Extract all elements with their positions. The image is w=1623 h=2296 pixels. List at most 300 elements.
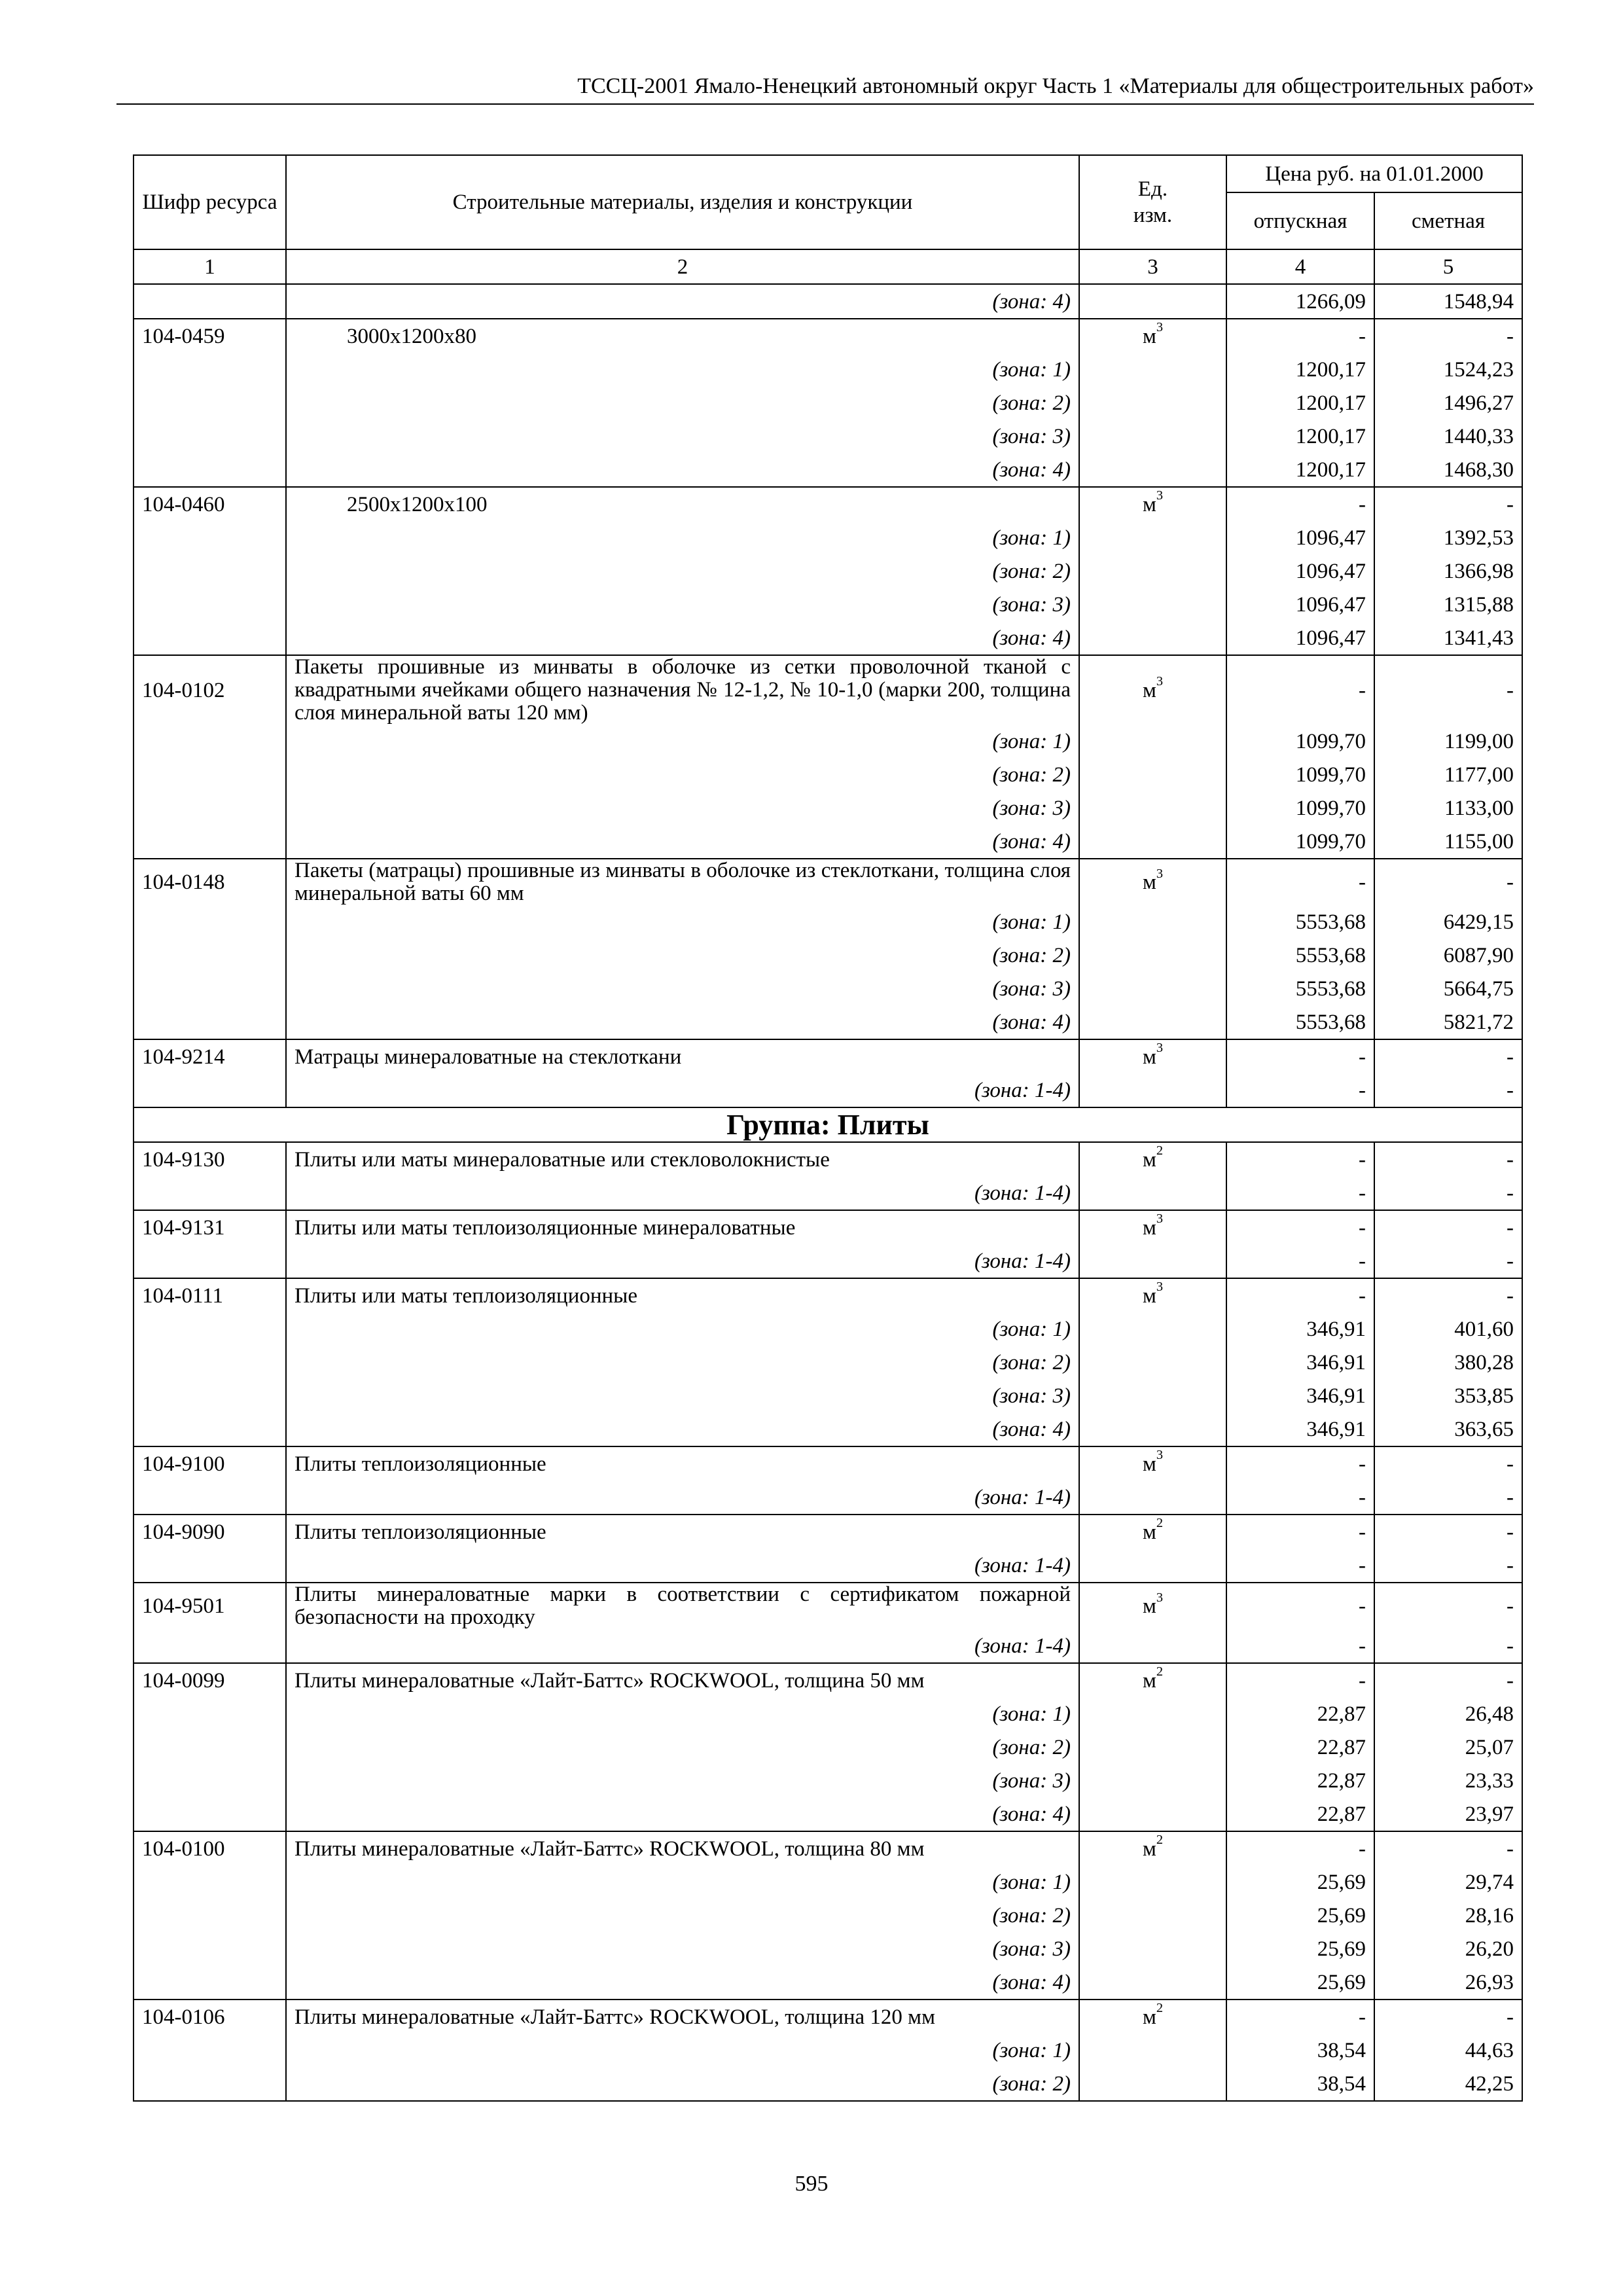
group-title: Группа: Плиты: [134, 1107, 1522, 1142]
zone-row: [134, 905, 1522, 939]
unit-cell: [1079, 1005, 1226, 1039]
estimate-price: 1468,30: [1374, 453, 1522, 487]
resource-code: [134, 284, 286, 319]
resource-code: [134, 1176, 286, 1210]
release-price: -: [1226, 1629, 1374, 1663]
release-price: -: [1226, 1073, 1374, 1107]
zone-label: (зона: 1): [286, 1865, 1079, 1899]
resource-code: [134, 1629, 286, 1663]
column-number: 5: [1374, 249, 1522, 284]
unit-cell: [1079, 1899, 1226, 1932]
zone-label: (зона: 3): [286, 420, 1079, 453]
unit-value: $м^3$: [1142, 320, 1164, 348]
column-number: 3: [1079, 249, 1226, 284]
unit-cell: [1079, 1210, 1226, 1244]
material-name: Плиты или маты теплоизоляционные минераловатные: [286, 1210, 1079, 1244]
estimate-price: 353,85: [1374, 1379, 1522, 1412]
release-price: -: [1226, 1663, 1374, 1697]
page-number: 595: [794, 2172, 829, 2196]
item-row: [134, 1142, 1522, 1176]
resource-code: [134, 353, 286, 386]
item-row: [134, 859, 1522, 905]
release-price: 38,54: [1226, 2034, 1374, 2067]
release-price: -: [1226, 487, 1374, 521]
zone-row: [134, 386, 1522, 420]
item-row: [134, 1831, 1522, 1865]
zone-label: (зона: 3): [286, 1764, 1079, 1797]
zone-row: [134, 1965, 1522, 2000]
resource-code: [134, 554, 286, 588]
release-price: -: [1226, 859, 1374, 905]
zone-label: (зона: 3): [286, 1379, 1079, 1412]
release-price: 22,87: [1226, 1731, 1374, 1764]
estimate-price: 1366,98: [1374, 554, 1522, 588]
release-price: 5553,68: [1226, 939, 1374, 972]
resource-code: 104-0460: [134, 487, 286, 521]
resource-code: [134, 825, 286, 859]
unit-cell: [1079, 1697, 1226, 1731]
resource-code: [134, 1965, 286, 2000]
resource-code: [134, 621, 286, 655]
resource-code: [134, 939, 286, 972]
item-row: [134, 1515, 1522, 1549]
zone-row: [134, 1764, 1522, 1797]
zone-row: [134, 1244, 1522, 1278]
item-row: [134, 2000, 1522, 2034]
resource-code: [134, 1932, 286, 1965]
estimate-price: 1341,43: [1374, 621, 1522, 655]
unit-cell: [1079, 1629, 1226, 1663]
header-price: Цена руб. на 01.01.2000: [1226, 155, 1522, 192]
unit-value: $м^2$: [1142, 1833, 1164, 1861]
zone-row: [134, 825, 1522, 859]
release-price: 1099,70: [1226, 758, 1374, 791]
release-price: 1099,70: [1226, 791, 1374, 825]
release-price: 38,54: [1226, 2067, 1374, 2101]
resource-code: [134, 1549, 286, 1583]
resource-code: [134, 1865, 286, 1899]
zone-label: (зона: 4): [286, 621, 1079, 655]
column-number: 1: [134, 249, 286, 284]
zone-label: (зона: 1-4): [286, 1073, 1079, 1107]
item-row: [134, 487, 1522, 521]
release-price: 25,69: [1226, 1865, 1374, 1899]
unit-cell: [1079, 939, 1226, 972]
unit-cell: [1079, 1965, 1226, 2000]
estimate-price: 5664,75: [1374, 972, 1522, 1005]
unit-cell: [1079, 1515, 1226, 1549]
zone-row: [134, 353, 1522, 386]
zone-row: [134, 1379, 1522, 1412]
zone-label: (зона: 1): [286, 2034, 1079, 2067]
zone-row: [134, 420, 1522, 453]
item-row: [134, 1210, 1522, 1244]
resource-code: [134, 1073, 286, 1107]
resource-code: [134, 1005, 286, 1039]
unit-cell: [1079, 825, 1226, 859]
resource-code: [134, 453, 286, 487]
unit-cell: [1079, 1480, 1226, 1515]
unit-cell: [1079, 420, 1226, 453]
material-name: Плиты теплоизоляционные: [286, 1515, 1079, 1549]
estimate-price: -: [1374, 1549, 1522, 1583]
unit-cell: [1079, 284, 1226, 319]
resource-code: 104-9501: [134, 1583, 286, 1629]
zone-row: [134, 972, 1522, 1005]
unit-cell: [1079, 1379, 1226, 1412]
unit-cell: [1079, 655, 1226, 725]
unit-cell: [1079, 1073, 1226, 1107]
release-price: -: [1226, 319, 1374, 353]
unit-value: $м^2$: [1142, 1516, 1164, 1544]
unit-value: $м^3$: [1142, 488, 1164, 516]
release-price: 1099,70: [1226, 725, 1374, 758]
resource-code: [134, 758, 286, 791]
table-body: [134, 284, 1522, 2101]
unit-cell: [1079, 353, 1226, 386]
zone-row: [134, 1899, 1522, 1932]
item-row: [134, 1663, 1522, 1697]
zone-row: [134, 554, 1522, 588]
resource-code: [134, 588, 286, 621]
resource-code: 104-0111: [134, 1278, 286, 1312]
resource-code: 104-0100: [134, 1831, 286, 1865]
release-price: 1200,17: [1226, 386, 1374, 420]
estimate-price: -: [1374, 487, 1522, 521]
zone-row: [134, 758, 1522, 791]
zone-row: [134, 1731, 1522, 1764]
estimate-price: 1177,00: [1374, 758, 1522, 791]
zone-label: (зона: 2): [286, 386, 1079, 420]
zone-label: (зона: 1-4): [286, 1480, 1079, 1515]
zone-label: (зона: 3): [286, 791, 1079, 825]
release-price: 1096,47: [1226, 588, 1374, 621]
zone-row: [134, 1412, 1522, 1446]
unit-cell: [1079, 1142, 1226, 1176]
zone-label: (зона: 1): [286, 905, 1079, 939]
resource-code: [134, 1480, 286, 1515]
resource-code: [134, 1244, 286, 1278]
release-price: -: [1226, 1515, 1374, 1549]
release-price: -: [1226, 1446, 1374, 1480]
estimate-price: 42,25: [1374, 2067, 1522, 2101]
zone-row: [134, 1005, 1522, 1039]
zone-row: [134, 2034, 1522, 2067]
estimate-price: -: [1374, 1142, 1522, 1176]
release-price: -: [1226, 1210, 1374, 1244]
release-price: 1200,17: [1226, 353, 1374, 386]
running-header: ТССЦ-2001 Ямало-Ненецкий автономный округ Часть 1 «Материалы для общестроительных работ»: [116, 71, 1534, 105]
estimate-price: -: [1374, 1176, 1522, 1210]
unit-cell: [1079, 1176, 1226, 1210]
unit-cell: [1079, 319, 1226, 353]
unit-value: $м^3$: [1142, 1211, 1164, 1240]
resource-code: [134, 725, 286, 758]
release-price: -: [1226, 1039, 1374, 1073]
release-price: 1200,17: [1226, 453, 1374, 487]
material-name: Плиты минераловатные «Лайт-Баттс» ROCKWOOL, толщина 80 мм: [286, 1831, 1079, 1865]
release-price: 22,87: [1226, 1764, 1374, 1797]
release-price: 5553,68: [1226, 1005, 1374, 1039]
estimate-price: 1155,00: [1374, 825, 1522, 859]
material-name: Плиты или маты минераловатные или стекловолокнистые: [286, 1142, 1079, 1176]
zone-label: (зона: 1): [286, 1697, 1079, 1731]
unit-cell: [1079, 725, 1226, 758]
zone-label: (зона: 2): [286, 1899, 1079, 1932]
estimate-price: 1524,23: [1374, 353, 1522, 386]
estimate-price: 1199,00: [1374, 725, 1522, 758]
zone-row: [134, 1932, 1522, 1965]
estimate-price: 26,93: [1374, 1965, 1522, 2000]
release-price: 346,91: [1226, 1379, 1374, 1412]
resource-code: [134, 1797, 286, 1831]
estimate-price: -: [1374, 1039, 1522, 1073]
item-row: [134, 1583, 1522, 1629]
material-name: Пакеты прошивные из минваты в оболочке из сетки проволочной тканой с квадратными ячейками общего назначения № 12-1,2, № 10-1,0 (марки 200, толщина слоя минеральной ваты 120 мм): [286, 655, 1079, 725]
zone-label: (зона: 4): [286, 453, 1079, 487]
zone-label: (зона: 2): [286, 554, 1079, 588]
material-name: 3000х1200х80: [286, 319, 1079, 353]
estimate-price: 23,33: [1374, 1764, 1522, 1797]
unit-value: $м^2$: [1142, 1143, 1164, 1172]
estimate-price: 26,20: [1374, 1932, 1522, 1965]
estimate-price: 380,28: [1374, 1346, 1522, 1379]
resource-code: [134, 1764, 286, 1797]
estimate-price: -: [1374, 1480, 1522, 1515]
resource-code: 104-0099: [134, 1663, 286, 1697]
unit-cell: [1079, 1244, 1226, 1278]
header-release-price: отпускная: [1226, 192, 1374, 249]
release-price: -: [1226, 1480, 1374, 1515]
unit-cell: [1079, 972, 1226, 1005]
unit-cell: [1079, 2000, 1226, 2034]
unit-value: $м^3$: [1142, 1041, 1164, 1069]
unit-cell: [1079, 1583, 1226, 1629]
zone-row: [134, 1797, 1522, 1831]
zone-label: (зона: 3): [286, 972, 1079, 1005]
resource-code: [134, 1412, 286, 1446]
unit-cell: [1079, 1764, 1226, 1797]
unit-value: $м^3$: [1142, 1280, 1164, 1308]
zone-row: [134, 521, 1522, 554]
release-price: -: [1226, 1278, 1374, 1312]
resource-code: [134, 791, 286, 825]
release-price: -: [1226, 655, 1374, 725]
estimate-price: 6429,15: [1374, 905, 1522, 939]
resource-code: [134, 972, 286, 1005]
zone-label: (зона: 4): [286, 1005, 1079, 1039]
unit-cell: [1079, 1731, 1226, 1764]
unit-cell: [1079, 1278, 1226, 1312]
release-price: 346,91: [1226, 1312, 1374, 1346]
release-price: 22,87: [1226, 1797, 1374, 1831]
zone-row: [134, 453, 1522, 487]
item-row: [134, 1446, 1522, 1480]
release-price: 1200,17: [1226, 420, 1374, 453]
column-number: 2: [286, 249, 1079, 284]
zone-row: [134, 1480, 1522, 1515]
estimate-price: 401,60: [1374, 1312, 1522, 1346]
unit-cell: [1079, 758, 1226, 791]
zone-row: [134, 1073, 1522, 1107]
release-price: -: [1226, 1549, 1374, 1583]
zone-label: (зона: 3): [286, 588, 1079, 621]
zone-row: [134, 725, 1522, 758]
unit-cell: [1079, 1549, 1226, 1583]
resource-code: 104-9131: [134, 1210, 286, 1244]
unit-cell: [1079, 554, 1226, 588]
estimate-price: 5821,72: [1374, 1005, 1522, 1039]
price-table: [133, 154, 1523, 2102]
header-name: Строительные материалы, изделия и конструкции: [286, 155, 1079, 249]
zone-label: (зона: 4): [286, 825, 1079, 859]
zone-row: [134, 621, 1522, 655]
material-name: Плиты минераловатные «Лайт-Баттс» ROCKWOOL, толщина 120 мм: [286, 2000, 1079, 2034]
estimate-price: 1133,00: [1374, 791, 1522, 825]
release-price: 25,69: [1226, 1932, 1374, 1965]
zone-row: [134, 1629, 1522, 1663]
estimate-price: 1548,94: [1374, 284, 1522, 319]
continuation-row: [134, 284, 1522, 319]
group-row: [134, 1107, 1522, 1142]
estimate-price: -: [1374, 1583, 1522, 1629]
material-name: 2500х1200х100: [286, 487, 1079, 521]
resource-code: [134, 1697, 286, 1731]
zone-label: (зона: 1): [286, 353, 1079, 386]
estimate-price: -: [1374, 1244, 1522, 1278]
release-price: -: [1226, 1831, 1374, 1865]
zone-label: (зона: 2): [286, 758, 1079, 791]
resource-code: [134, 1379, 286, 1412]
item-row: [134, 655, 1522, 725]
zone-row: [134, 2067, 1522, 2101]
unit-cell: [1079, 859, 1226, 905]
estimate-price: 363,65: [1374, 1412, 1522, 1446]
resource-code: 104-9100: [134, 1446, 286, 1480]
material-name: Плиты теплоизоляционные: [286, 1446, 1079, 1480]
release-price: 22,87: [1226, 1697, 1374, 1731]
unit-cell: [1079, 588, 1226, 621]
zone-row: [134, 791, 1522, 825]
material-name: Пакеты (матрацы) прошивные из минваты в оболочке из стеклоткани, толщина слоя минеральной ваты 60 мм: [286, 859, 1079, 905]
resource-code: 104-0106: [134, 2000, 286, 2034]
material-name: Плиты минераловатные марки в соответствии с сертификатом пожарной безопасности на проходку: [286, 1583, 1079, 1629]
unit-cell: [1079, 521, 1226, 554]
release-price: 1096,47: [1226, 621, 1374, 655]
unit-value: $м^2$: [1142, 2001, 1164, 2029]
release-price: 346,91: [1226, 1346, 1374, 1379]
estimate-price: -: [1374, 1629, 1522, 1663]
estimate-price: -: [1374, 655, 1522, 725]
release-price: 346,91: [1226, 1412, 1374, 1446]
zone-label: (зона: 2): [286, 1346, 1079, 1379]
zone-row: [134, 588, 1522, 621]
zone-label: (зона: 4): [286, 1797, 1079, 1831]
unit-value: $м^3$: [1142, 1448, 1164, 1476]
zone-row: [134, 1176, 1522, 1210]
resource-code: 104-0459: [134, 319, 286, 353]
estimate-price: -: [1374, 1210, 1522, 1244]
estimate-price: 28,16: [1374, 1899, 1522, 1932]
unit-cell: [1079, 1412, 1226, 1446]
resource-code: [134, 1312, 286, 1346]
zone-row: [134, 1312, 1522, 1346]
release-price: 1266,09: [1226, 284, 1374, 319]
release-price: -: [1226, 2000, 1374, 2034]
zone-label: (зона: 1-4): [286, 1549, 1079, 1583]
zone-label: (зона: 1): [286, 725, 1079, 758]
resource-code: 104-0148: [134, 859, 286, 905]
material-name: Матрацы минераловатные на стеклоткани: [286, 1039, 1079, 1073]
zone-label: (зона: 1-4): [286, 1629, 1079, 1663]
unit-cell: [1079, 1797, 1226, 1831]
price-table-container: [133, 154, 1523, 2102]
estimate-price: -: [1374, 859, 1522, 905]
unit-cell: [1079, 1831, 1226, 1865]
table-header-row: [134, 155, 1522, 192]
estimate-price: -: [1374, 1073, 1522, 1107]
zone-label: (зона: 1-4): [286, 1176, 1079, 1210]
estimate-price: 1392,53: [1374, 521, 1522, 554]
unit-cell: [1079, 1312, 1226, 1346]
estimate-price: -: [1374, 2000, 1522, 2034]
release-price: 1096,47: [1226, 521, 1374, 554]
zone-label: (зона: 1): [286, 521, 1079, 554]
estimate-price: 25,07: [1374, 1731, 1522, 1764]
estimate-price: 1496,27: [1374, 386, 1522, 420]
unit-cell: [1079, 1663, 1226, 1697]
resource-code: [134, 386, 286, 420]
estimate-price: -: [1374, 1515, 1522, 1549]
zone-label: (зона: 3): [286, 1932, 1079, 1965]
unit-cell: [1079, 1446, 1226, 1480]
estimate-price: 29,74: [1374, 1865, 1522, 1899]
column-number: 4: [1226, 249, 1374, 284]
zone-label: (зона: 1): [286, 1312, 1079, 1346]
material-name: Плиты или маты теплоизоляционные: [286, 1278, 1079, 1312]
release-price: 5553,68: [1226, 905, 1374, 939]
column-number-row: [134, 249, 1522, 284]
zone-label: (зона: 4): [286, 284, 1079, 319]
unit-cell: [1079, 1346, 1226, 1379]
unit-value: $м^3$: [1142, 866, 1164, 894]
resource-code: 104-0102: [134, 655, 286, 725]
release-price: -: [1226, 1176, 1374, 1210]
release-price: 25,69: [1226, 1965, 1374, 2000]
release-price: 1096,47: [1226, 554, 1374, 588]
unit-value: $м^3$: [1142, 674, 1164, 702]
estimate-price: -: [1374, 1278, 1522, 1312]
zone-label: (зона: 1-4): [286, 1244, 1079, 1278]
unit-value: $м^2$: [1142, 1664, 1164, 1693]
unit-cell: [1079, 1865, 1226, 1899]
zone-row: [134, 1346, 1522, 1379]
resource-code: [134, 905, 286, 939]
estimate-price: 23,97: [1374, 1797, 1522, 1831]
item-row: [134, 319, 1522, 353]
release-price: 1099,70: [1226, 825, 1374, 859]
estimate-price: 6087,90: [1374, 939, 1522, 972]
unit-cell: [1079, 905, 1226, 939]
unit-cell: [1079, 2034, 1226, 2067]
resource-code: [134, 1899, 286, 1932]
item-row: [134, 1039, 1522, 1073]
zone-row: [134, 1697, 1522, 1731]
zone-label: (зона: 2): [286, 2067, 1079, 2101]
resource-code: [134, 1346, 286, 1379]
unit-cell: [1079, 2067, 1226, 2101]
estimate-price: 26,48: [1374, 1697, 1522, 1731]
